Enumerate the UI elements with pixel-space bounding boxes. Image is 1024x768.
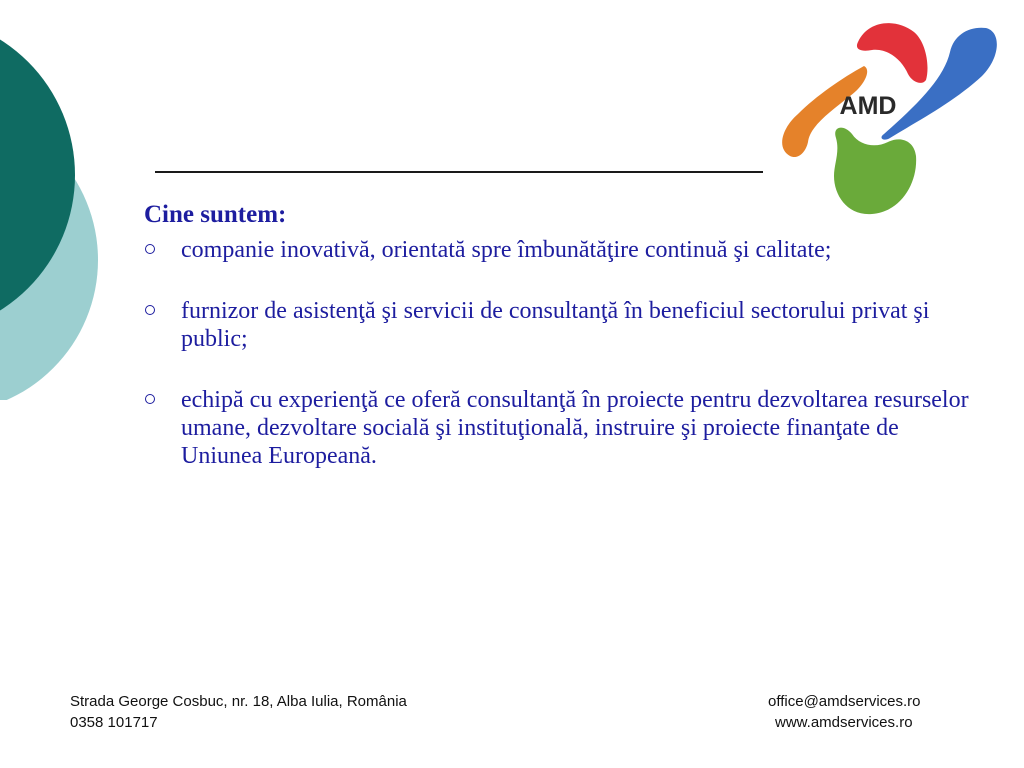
footer-phone: 0358 101717 — [70, 714, 158, 731]
logo-text: AMD — [839, 92, 897, 120]
bullet-list — [144, 236, 984, 470]
circle-bullet-icon — [145, 394, 155, 404]
bullet-text: companie inovativă, orientată spre îmbunătăţire continuă şi calitate; — [181, 237, 832, 263]
amd-logo — [776, 16, 1002, 220]
section-heading: Cine suntem: — [144, 201, 287, 228]
footer-website[interactable]: www.amdservices.ro — [775, 714, 913, 731]
list-item — [144, 386, 984, 470]
list-item — [144, 297, 984, 353]
main-content — [144, 200, 984, 503]
footer-contact-left — [70, 691, 407, 733]
decorative-circles — [0, 0, 110, 400]
title-underline — [155, 171, 763, 173]
circle-bullet-icon — [145, 305, 155, 315]
list-item — [144, 236, 984, 264]
circle-bullet-icon — [145, 244, 155, 254]
footer-address: Strada George Cosbuc, nr. 18, Alba Iulia, România — [70, 693, 407, 710]
bullet-text: echipă cu experienţă ce oferă consultanţă în proiecte pentru dezvoltarea resurselor umane, dezvoltare socială şi instituţională, instruire şi proiecte finanţate de Uniunea Europeană. — [181, 387, 969, 469]
footer-email[interactable]: office@amdservices.ro — [768, 693, 921, 710]
logo-red-shape — [857, 23, 928, 83]
footer-contact-right — [768, 691, 948, 733]
bullet-text: furnizor de asistenţă şi servicii de consultanţă în beneficiul sectorului privat şi public; — [181, 298, 930, 352]
